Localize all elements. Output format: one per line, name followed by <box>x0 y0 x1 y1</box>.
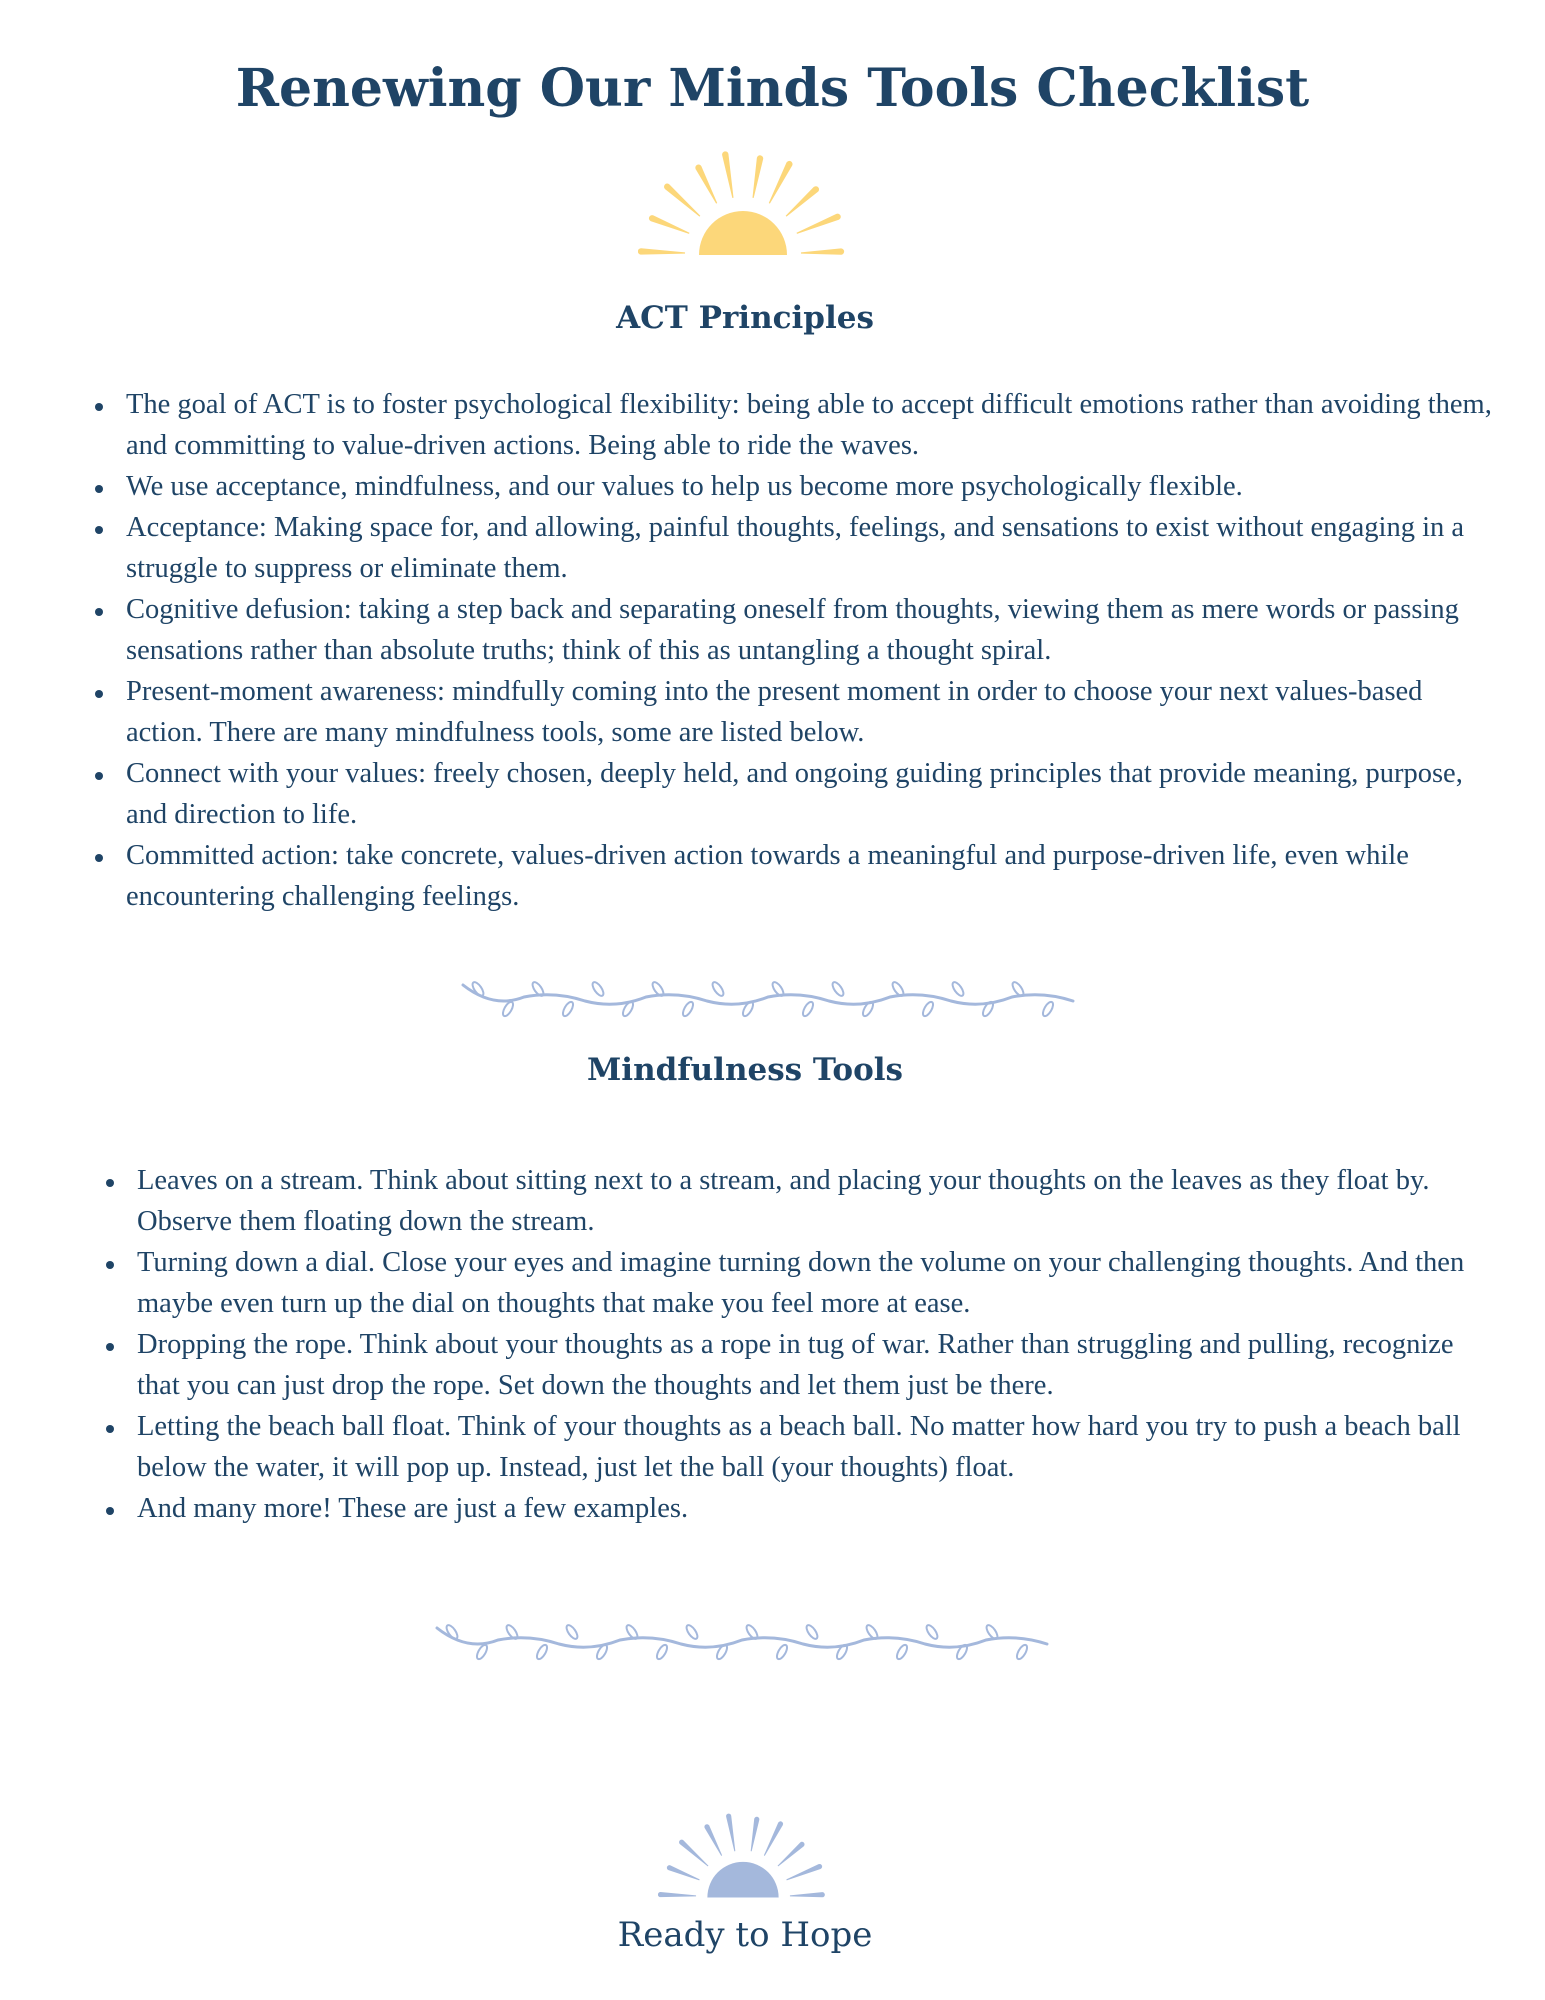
list-item: Acceptance: Making space for, and allowing, painful thoughts, feelings, and sensations to exist without engaging in a struggle to suppress or eliminate them. <box>93 507 1493 589</box>
act-principles-list <box>93 384 1493 917</box>
list-item: Dropping the rope. Think about your thoughts as a rope in tug of war. Rather than struggling and pulling, recognize that you can just drop the rope. Set down the thoughts and let them just be there. <box>104 1324 1494 1406</box>
vine-leaf <box>685 1623 700 1640</box>
vine-leaf <box>591 980 606 997</box>
sun-ray <box>664 184 700 217</box>
mindfulness-tools-heading: Mindfulness Tools <box>586 1052 903 1088</box>
sun-ray <box>649 215 690 234</box>
list-item: Connect with your values: freely chosen, deeply held, and ongoing guiding principles that provide meaning, purpose, and direction to life. <box>93 753 1493 835</box>
sun-ray <box>695 164 717 203</box>
sun-ray <box>704 1824 722 1856</box>
sun-ray <box>679 1840 708 1867</box>
vine-leaf <box>501 1000 515 1017</box>
vine-leaf <box>985 1623 1000 1640</box>
mindfulness-tools-list <box>104 1160 1494 1529</box>
vine-leaf <box>445 1623 460 1640</box>
page-title: Renewing Our Minds Tools Checklist <box>235 58 1310 119</box>
sun-ray <box>667 1865 700 1880</box>
vine-leaf <box>775 1643 789 1660</box>
sunrise-logo-icon <box>658 1812 828 1902</box>
sun-ray <box>797 214 841 234</box>
sun-ray <box>790 1892 825 1897</box>
vine-leaf <box>925 1623 940 1640</box>
vine-leaf <box>921 1000 935 1017</box>
vine-leaf <box>805 1623 820 1640</box>
sun-ray <box>726 1814 735 1852</box>
vine-leaf <box>1041 1000 1055 1017</box>
vine-leaf <box>655 1643 669 1660</box>
vine-leaf <box>561 1000 575 1017</box>
list-item: Letting the beach ball float. Think of your thoughts as a beach ball. No matter how hard you try to push a beach ball below the water, it will pop up. Instead, just let the ball (your thoughts) float. <box>104 1406 1494 1488</box>
vine-leaf <box>1015 1643 1029 1660</box>
sun-ray <box>722 151 733 198</box>
sun-ray <box>751 1817 760 1852</box>
vine-leaf <box>895 1643 909 1660</box>
vine-leaf <box>565 1623 580 1640</box>
list-item: Leaves on a stream. Think about sitting next to a stream, and placing your thoughts on the leaves as they float by. Observe them floating down the stream. <box>104 1160 1494 1242</box>
vine-leaf <box>711 980 726 997</box>
sun-disc <box>707 1862 778 1898</box>
vine-leaf <box>475 1643 489 1660</box>
list-item: And many more! These are just a few examples. <box>104 1488 1494 1529</box>
sun-ray <box>786 1864 822 1880</box>
vine-leaf <box>1011 980 1026 997</box>
list-item: We use acceptance, mindfulness, and our values to help us become more psychologically flexible. <box>93 466 1493 507</box>
sun-ray <box>778 1842 805 1867</box>
vine-leaf <box>951 980 966 997</box>
vine-leaf <box>831 980 846 997</box>
sunrise-icon <box>638 150 848 260</box>
vine-divider-icon <box>458 975 1078 1029</box>
vine-leaf <box>535 1643 549 1660</box>
sun-ray <box>801 248 844 254</box>
list-item: Present-moment awareness: mindfully coming into the present moment in order to choose your next values-based action. There are many mindfulness tools, some are listed below. <box>93 671 1493 753</box>
act-principles-heading: ACT Principles <box>616 300 874 336</box>
sun-ray <box>764 1821 783 1856</box>
vine-leaf <box>471 980 486 997</box>
list-item: Cognitive defusion: taking a step back and separating oneself from thoughts, viewing them as mere words or passing sensations rather than absolute truths; think of this as untangling a thought spiral. <box>93 589 1493 671</box>
sun-ray <box>786 186 819 216</box>
vine-divider-icon <box>432 1618 1052 1672</box>
list-item: Turning down a dial. Close your eyes and imagine turning down the volume on your challenging thoughts. And then maybe even turn up the dial on thoughts that make you feel more at ease. <box>104 1242 1494 1324</box>
list-item: The goal of ACT is to foster psychological flexibility: being able to accept difficult emotions rather than avoiding them, and committing to value-driven actions. Being able to ride the waves. <box>93 384 1493 466</box>
list-item: Committed action: take concrete, values-driven action towards a meaningful and purpose-driven life, even while encountering challenging feelings. <box>93 835 1493 917</box>
sun-disc <box>699 211 787 255</box>
sun-ray <box>769 161 793 204</box>
vine-leaf <box>801 1000 815 1017</box>
vine-leaf <box>681 1000 695 1017</box>
sun-ray <box>638 248 685 254</box>
sun-ray <box>658 1892 696 1897</box>
brand-name: Ready to Hope <box>617 1915 873 1955</box>
sun-ray <box>752 155 763 198</box>
vine-stem <box>463 985 1073 1004</box>
vine-stem <box>437 1628 1047 1647</box>
